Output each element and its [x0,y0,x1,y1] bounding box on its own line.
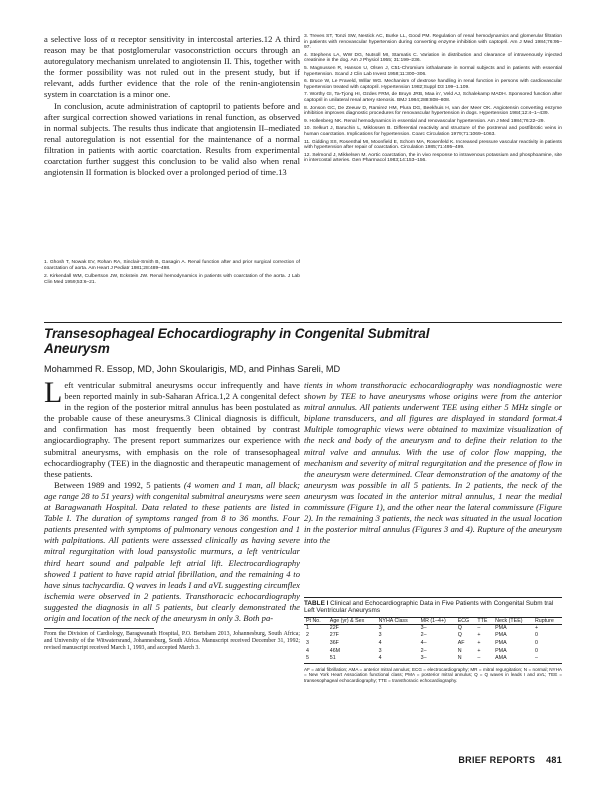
reference: 8. Jonson GC, De Zeeuw D, Ramirez HM, Plura DG, Beekhuis H, van der Meer OK. Angiotensin converting enzyme inhibition improves diagnostic procedures for renovascular hypertension in dogs. Hypertension 1984;12:4–1–439. [304,105,562,117]
table-row [304,624,562,632]
footnote-rule [44,628,154,629]
reference: 4. Stephens LA, WW DG, Nutsoll MI, Stamatis C. Variation in distribution and clearance of intravenously injected creatinine in the dog. Am J Physiol 1955; 31:199–236. [304,52,562,64]
reference: 9. Hollenberg NK. Renal hemodynamics in essential and renovascular hypertension. Am J Med 1984;76:22–29. [304,118,545,124]
table-cell: – [477,624,481,631]
table-block [304,597,562,683]
table-row [304,640,562,648]
paragraph: a selective loss of α receptor sensitivity in intercostal arteries.12 A third reason may be that postglomerular vasoconstriction occurs through an autoregulatory mechanism unrelated to angiotensin II. This, together with the former possibility was not ruled out in the present study, but if relevant, adds further evidence that the role of the renin-angiotensin system in coarctation is a minor one. [44,34,300,100]
text-run: (4 women and 1 man, all black; age range 28 to 51 years) with congenital submitral aneurysms were seen at Baragwanath Hospital. Data related to these patients are listed in Table I. The duration of symptoms ranged from 8 to 36 months. Four patients presented with symptoms of pulmonary venous congestion and 1 with palpitations. All patients were assessed clinically as having severe mitral regurgitation with loud pansystolic murmurs, a left ventricular third heart sound and palpable left atrial lift. Electrocardiography showed 1 patient to have rapid atrial fibrillation, and the remaining 4 to have sinus tachycardia. Q waves in leads I and aVL suggesting circumflex ischemia were observed in 2 patients. Transthoracic echocardiography suggested the diagnosis in all 5 patients, but clearly demonstrated the origin and location of the neck of the aneurysm in only 3. Both pa- [44,479,300,623]
article-header [44,326,564,374]
table-cell: 46M [329,647,341,654]
reference: 2. Kirkendall WM, Culbertson JW, Eckstein JW. Renal hemodynamics in patients with coarctation of the aorta. J Lab Clin Med 1959;53:6–21. [44,274,300,285]
reference: 5. Magnussen R, Hanson U, Olsen J, C51-Chromium iothalamate in normal subjects and in patients with essential hypertension. Scand J Clin Lab Invest 1958;11:300–306. [304,65,562,77]
table-cell: PMA [495,624,507,631]
table-cell: 5 [306,655,309,662]
table-cell: AF [457,640,465,646]
table-cell: – [477,655,481,662]
article-title [44,326,564,356]
top-left-text [44,34,300,178]
table-cell: 2– [420,647,427,654]
table-cell: PMA [495,647,507,654]
table-cell: PMA [495,632,507,639]
table-cell: 36F [329,640,339,646]
table-header: Neck (TEE) [495,617,523,624]
table-caption [304,600,562,615]
page-number: 481 [546,755,562,765]
table-cell: 3 [378,647,382,654]
table-cell: N [457,655,462,662]
table-row [304,648,562,656]
table-cell: 22F [329,624,339,631]
table-caption-text: Clinical and Echocardiographic Data in Five Patients with Congenital Subm tral Left Ventricular Aneurysms [304,600,554,615]
table-header: Rupture [534,617,554,624]
references-left [44,260,300,285]
table-header: Age (yr) & Sex [329,617,365,624]
table-cell: 4 [378,655,382,662]
table-cell: 3 [378,632,382,639]
table-cell: 2– [420,632,427,639]
paragraph: tients in whom transthoracic echocardiography was nondiagnostic were shown by TEE to have aneurysms whose origins were from the anterior mitral annulus. All patients underwent TEE using either 5 MHz single or biplane transducers, and all figures are displayed in standard format.4 Multiple tomographic views were obtained to maximize visualization of the neck and body of the aneurysm and to define their relation to the mitral valve and annulus. With the use of color flow mapping, the mechanism and severity of mitral regurgitation and the presence of flow in the aneurysm were determined. Clear demonstration of the anatomy of the aneurysm was possible in all 5 patients. In 2 patients, the neck of the aneurysm was located in the anterior mitral annulus, 1 near the medial commissure (Figure 1), and the other near the lateral commissure (Figure 2). In the remaining 3 patients, the neck was situated in the usual location in the posterior mitral annulus (Figures 3 and 4). Rupture of the aneurysm into the [304,380,562,546]
authors: Mohammed R. Essop, MD, John Skoularigis, MD, and Pinhas Sareli, MD [44,364,341,374]
table-cell: N [457,647,462,654]
table-cell: PMA [495,640,507,646]
text-run: Between 1989 and 1992, 5 patients [54,479,184,490]
table-cell: 4 [378,640,382,646]
table-cell: AMA [495,655,507,662]
drop-cap: L [44,376,63,409]
section-name: BRIEF REPORTS [458,755,536,765]
column-left [44,376,300,651]
paragraph [44,480,300,624]
table-cell: 27F [329,632,339,639]
table-header: ECG [457,617,470,624]
reference: 12. Selmond J, Mikkelsen M. Aortic coarctation, the in vivo response to intravenous potassium and phosphoamine, site in intercostal arteries. Gen Pharmacol 1983;14:153–156. [304,152,562,164]
table-cell: 4– [420,640,427,646]
data-table [304,617,562,664]
reference: 11. Gidding SS, Rosenthal MI, Moonfield E, Schorn MA, Rosenfeld K. Increased pressure vascular reactivity in patients with hypertension after repair of coarctation. Circulation 1985;71:495–499. [304,139,562,151]
reference: 6. Bruce W, Le Fraveld, Willar WG. Mechanism of dextrose handling in renal function in persons with cardiovascular hypertension treated with captopril. Hypertension 1982;Suppl D3 199–1.109. [304,79,562,90]
table-cell: + [477,640,481,646]
table-cell: 3– [420,624,427,631]
title-line: Transesophageal Echocardiography in Congenital Submitral [44,326,430,341]
table-label: TABLE I [304,600,329,607]
affiliation-footnote: From the Division of Cardiology, Baragwanath Hospital, P.O. Bertsham 2013, Johannesburg, South Africa; and University of the Witwatersrand, Johannesburg, South Africa. Manuscript received December 31, 1992; revised manuscript received March 1, 1993, and accepted March 3. [44,631,300,651]
table-cell: + [477,647,481,654]
table-row [304,632,562,640]
table-header: MR (1–4+) [420,617,446,624]
reference: 1. Ghosh T, Nowak EV, Rohan RA, Sinclair-Smith B, Gasagin A. Renal function after and prior surgical correction of coarctation of aorta. Am Heart J Pediatr 1981;28:489–498. [44,260,300,271]
table-row [304,655,562,663]
table-cell: 3– [420,655,427,662]
references-right [304,34,562,164]
table-footnote: AF = atrial fibrillation; AMA = anterior mitral annulus; ECG = electrocardiography; MR = mitral regurgitation; N = normal; NYHA = New York Heart Association functional class; PMA = posterior mitral annulus; Q = Q waves in leads I and aVL; TEE = transesophageal echocardiography; TTE = transthoracic echocardiography. [304,666,562,683]
table-cell: 2 [306,632,309,639]
table-cell: 3 [306,640,309,646]
paragraph: In conclusion, acute administration of captopril to patients before and after surgical correction showed variations in renal function, as observed in normal subjects. The results thus indicate that angiotensin II–mediated renal autoregulation is not essential for the maintenance of a normal filtration in patients with aortic coarctation. Results from experimental coarctation further suggest this conclusion to be valid also when renal angiotensin II formation is blocked over a prolonged period of time.13 [44,100,300,178]
table-cell: 3 [378,624,382,631]
intro-text: eft ventricular submitral aneurysms occur infrequently and have been reported mainly in sub-Saharan Africa.1,2 A congenital defect in the region of the posterior mitral annulus has been postulated as the probable cause of these aneurysms.3 Clinical diagnosis is difficult, and confirmation has most frequently been obtained by contrast angiocardiography. The present report summarizes our experience with submitral aneurysms, with emphasis on the role of transesophageal echocardiography (TEE) in the diagnostic and therapeutic management of these patients. [44,380,300,479]
title-line: Aneurysm [44,341,110,356]
table-header: TTE [477,617,488,624]
table-cell: Q [457,624,462,631]
table-cell: + [534,624,539,631]
table-cell: 0 [534,640,538,646]
table-header: NYHA Class [378,617,408,624]
table-cell: – [534,655,538,662]
table-cell: + [477,632,481,639]
table-cell: Q [457,632,462,639]
reference: 10. Selkurt J, Baruchin L, Miklossen B. Differential reactivity and structure of the postrenal and postfibrotic veins in human coarctation. Implications for hypertension. Coarc Circulation 1979;71:1069–1063. [304,126,562,137]
reference: 3. Treves ST, Tonzi SW, Nestick AC, Burke LL, Good PM. Regulation of renal hemodynamics and glomerular filtration in patients with renovascular hypertension during converting enzyme inhibition with captopril. Am J Med 1984;76:95–97. [304,34,562,51]
reference: 7. Worthy GI, Ta-Tjong HI, Ozdes FRM, de Bruyn JRB, Maa in', Veld AJ, Schalekamp MADH. Sponsored function after captopril in unilateral renal artery stenosis. BMJ 1984;288:808–808. [304,92,562,103]
table-top-rule [304,597,562,598]
page-footer [438,755,562,765]
table-cell: 0 [534,647,538,654]
table-cell: 0 [534,632,538,639]
table-cell: 4 [306,647,309,654]
title-rule [44,322,562,323]
table-cell: 1 [306,624,309,631]
column-right [304,380,562,546]
table-cell: 51 [329,655,336,662]
paragraph [44,376,300,480]
table-header: Pt No. [306,617,321,624]
